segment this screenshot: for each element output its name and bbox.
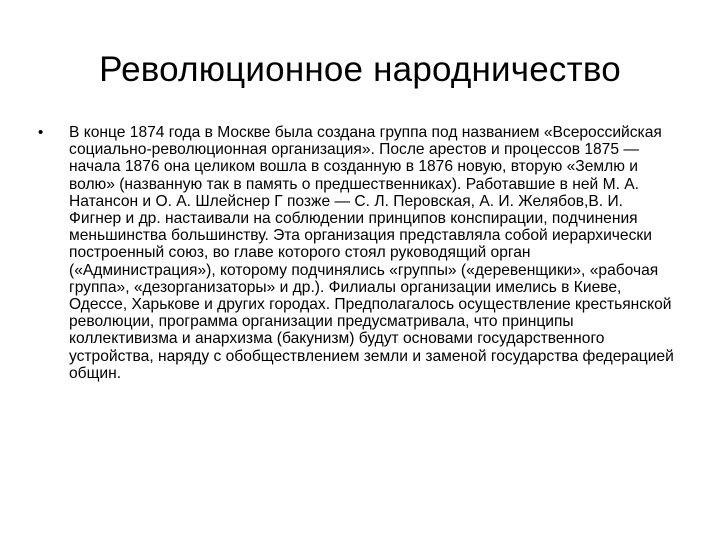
bullet-item <box>38 124 678 382</box>
bullet-marker: • <box>38 124 44 141</box>
bullet-text: В конце 1874 года в Москве была создана группа под названием «Всероссийская социально-революционная организация». После арестов и процессов 1875 — начала 1876 она целиком вошла в созданную в 1876 новую, вторую «Землю и волю» (названную так в память о предшественниках). Работавшие в ней М. А. Натансон и О. А. Шлейснер Г позже — С. Л. Перовская, А. И. Желябов,В. И. Фигнер и др. настаивали на соблюдении принципов конспирации, подчинения меньшинства большинству. Эта организация представляла собой иерархически построенный союз, во главе которого стоял руководящий орган («Администрация»), которому подчинялись «группы» («деревенщики», «рабочая группа», «дезорганизаторы» и др.). Филиалы организации имелись в Киеве, Одессе, Харькове и других городах. Предполагалось осуществление крестьянской революции, программа организации предусматривала, что принципы коллективизма и анархизма (бакунизм) будут основами государственного устройства, наряду с обобществлением земли и заменой государства федерацией общин. <box>69 124 674 382</box>
slide-body <box>38 124 678 382</box>
slide-title: Революционное народничество <box>99 50 621 89</box>
